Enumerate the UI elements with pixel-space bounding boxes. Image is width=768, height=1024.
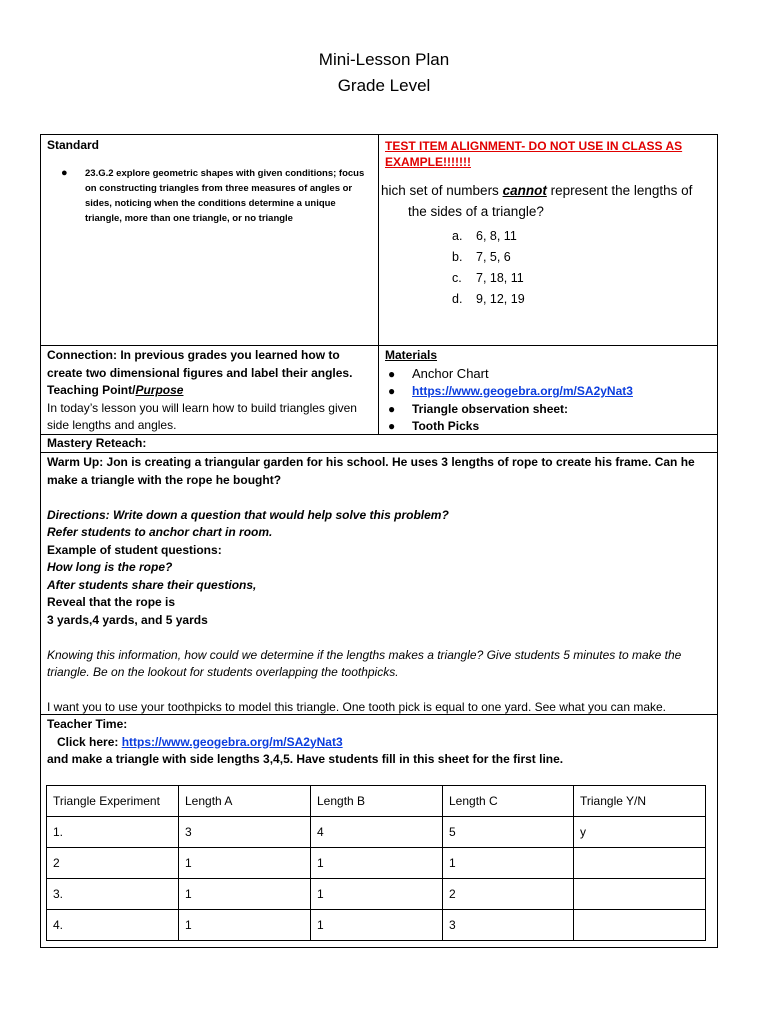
table-row — [47, 817, 706, 848]
table-cell: 3 — [179, 817, 311, 848]
table-cell: 1. — [47, 817, 179, 848]
table-header: Triangle Y/N — [574, 786, 706, 817]
table-cell: 3 — [443, 910, 574, 941]
refer-text: Refer students to anchor chart in room. — [47, 525, 273, 539]
table-cell: 1 — [179, 879, 311, 910]
material-item: ● Anchor Chart — [388, 365, 489, 381]
teaching-point: Teaching Point/Purpose — [47, 383, 184, 397]
table-cell: 1 — [311, 910, 443, 941]
table-cell — [574, 848, 706, 879]
table-cell: 4. — [47, 910, 179, 941]
material-item: ● https://www.geogebra.org/m/SA2yNat3 — [388, 384, 633, 398]
standard-bullet: ● 23.G.2 explore geometric shapes with given conditions; focus on constructing triangles from three measures of angles or sides, noticing when the conditions determine a unique triangle, more than one triangle, or no triangle — [61, 167, 365, 224]
table-row — [47, 910, 706, 941]
table-header: Length B — [311, 786, 443, 817]
lesson-text: In today’s lesson you will learn how to build triangles given side lengths and angles. — [47, 400, 357, 432]
test-question: hich set of numbers cannot represent the lengths of — [381, 183, 693, 198]
example-text: Example of student questions: — [47, 542, 222, 557]
table-cell: 1 — [311, 879, 443, 910]
geogebra-link[interactable]: https://www.geogebra.org/m/SA2yNat3 — [412, 384, 633, 398]
after-text: After students share their questions, — [47, 577, 257, 592]
table-header: Triangle Experiment — [47, 786, 179, 817]
test-item-cell — [378, 134, 718, 346]
standard-text: 23.G.2 explore geometric shapes with given conditions; focus on constructing triangles from three measures of angles or sides, noticing when the conditions determine a unique triangle, more than one triangle, or no triangle — [85, 168, 365, 224]
geogebra-link[interactable]: https://www.geogebra.org/m/SA2yNat3 — [121, 734, 343, 749]
table-cell: 1 — [311, 848, 443, 879]
table-cell: 5 — [443, 817, 574, 848]
test-question-line2: the sides of a triangle? — [408, 204, 544, 219]
table-cell — [574, 879, 706, 910]
table-cell: 3. — [47, 879, 179, 910]
materials-cell — [378, 345, 718, 435]
table-cell: y — [574, 817, 706, 848]
option-d: d. 9, 12, 19 — [452, 292, 525, 306]
page-subtitle: Grade Level — [337, 76, 431, 95]
table-cell — [574, 910, 706, 941]
table-row — [47, 879, 706, 910]
warmup-intro: Warm Up: Jon is creating a triangular garden for his school. He uses 3 lengths of rope to create his frame. Can he make a triangle with the rope he bought? — [47, 455, 695, 487]
directions: Directions: Write down a question that would help solve this problem? — [47, 507, 449, 522]
how-long-text: How long is the rope? — [47, 560, 173, 574]
option-a: a. 6, 8, 11 — [452, 229, 517, 243]
table-header: Length C — [443, 786, 574, 817]
option-c: c. 7, 18, 11 — [452, 271, 524, 285]
table-row — [47, 848, 706, 879]
lengths-text: 3 yards,4 yards, and 5 yards — [47, 612, 208, 627]
teacher-instruction: and make a triangle with side lengths 3,4,5. Have students fill in this sheet for the first line. — [47, 752, 564, 766]
triangle-table — [46, 785, 706, 941]
mastery-reteach: Mastery Reteach: — [40, 434, 718, 453]
table-header-row — [47, 786, 706, 817]
table-cell: 1 — [179, 910, 311, 941]
connection-text: Connection: In previous grades you learned how to create two dimensional figures and label their angles. — [47, 348, 353, 380]
material-item: ● Triangle observation sheet: — [388, 401, 569, 416]
page-title: Mini-Lesson Plan — [318, 50, 450, 69]
material-item: ● Tooth Picks — [388, 419, 480, 433]
table-cell: 1 — [443, 848, 574, 879]
knowing-text: Knowing this information, how could we determine if the lengths makes a triangle? Give students 5 minutes to make the triangle. Be on the lookout for students overlapping the toothpicks. — [47, 647, 682, 679]
materials-heading: Materials — [385, 348, 438, 362]
reveal-text: Reveal that the rope is — [47, 595, 176, 609]
connection-cell — [40, 345, 379, 435]
table-cell: 2 — [443, 879, 574, 910]
table-cell: 4 — [311, 817, 443, 848]
click-line: Click here: https://www.geogebra.org/m/SA2yNat3 — [57, 734, 343, 749]
standard-cell — [40, 134, 379, 346]
test-alignment-heading: TEST ITEM ALIGNMENT- DO NOT USE IN CLASS AS EXAMPLE!!!!!!! — [385, 139, 683, 169]
standard-heading: Standard — [47, 138, 100, 152]
toothpick-text: I want you to use your toothpicks to model this triangle. One tooth pick is equal to one yard. See what you can make. — [47, 700, 667, 714]
option-b: b. 7, 5, 6 — [452, 250, 511, 264]
table-header: Length A — [179, 786, 311, 817]
warmup-cell — [40, 452, 718, 715]
table-cell: 1 — [179, 848, 311, 879]
teacher-time-label: Teacher Time: — [47, 717, 128, 731]
table-cell: 2 — [47, 848, 179, 879]
